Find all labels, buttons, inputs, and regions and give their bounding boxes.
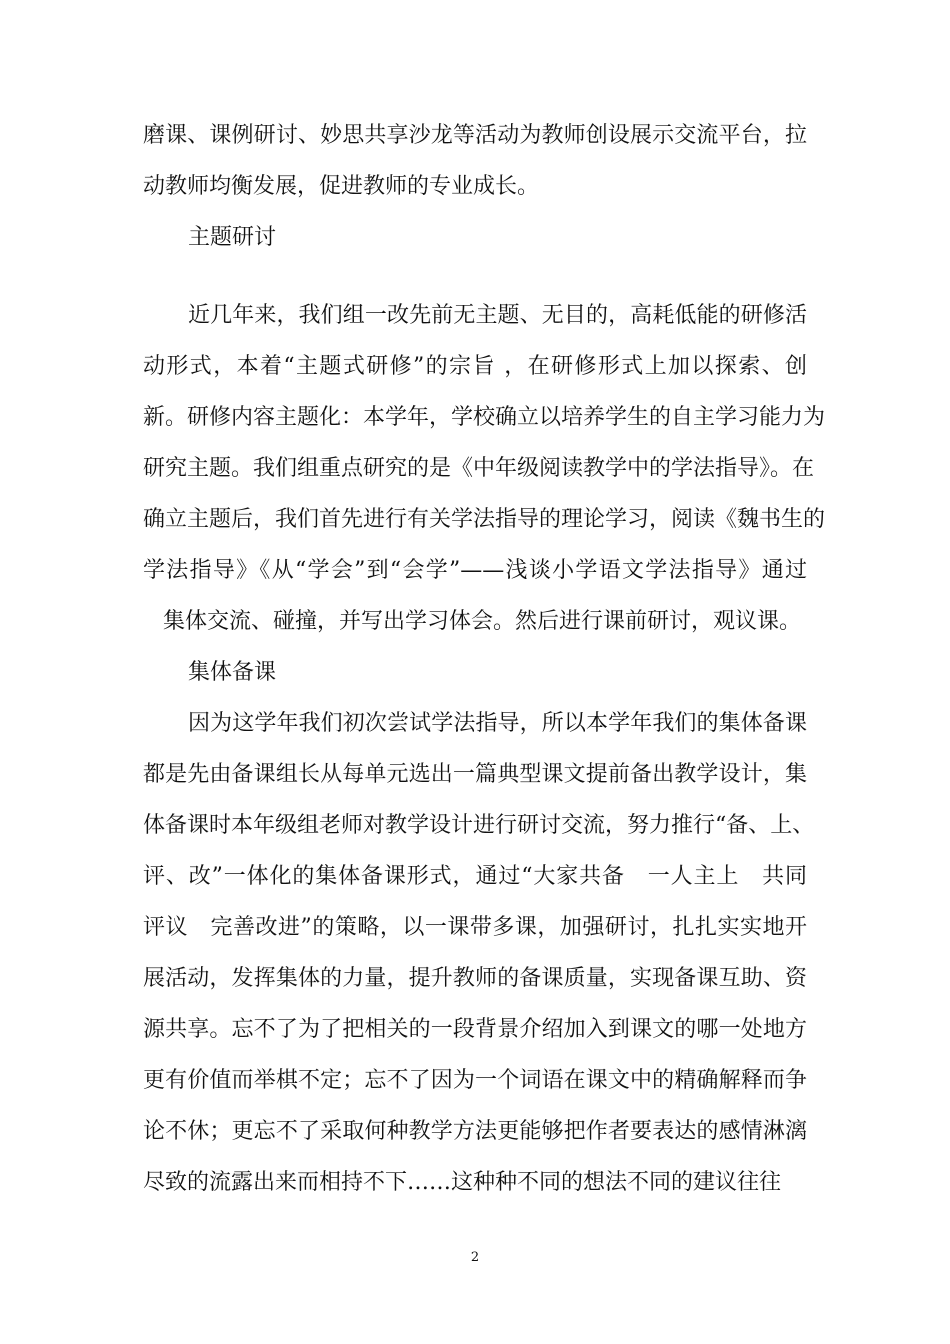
section-heading: 集体备课	[188, 660, 277, 685]
text-line: 新。研修内容主题化：本学年，学校确立以培养学生的自主学习能力为	[143, 405, 826, 430]
text-line: 论不休；更忘不了采取何种教学方法更能够把作者要表达的感情淋漓	[143, 1119, 807, 1144]
text-line: 学法指导》《从“学会”到“会学”——浅谈小学语文学法指导》通过	[143, 558, 807, 583]
text-line: 研究主题。我们组重点研究的是《中年级阅读教学中的学法指导》。在	[143, 456, 815, 481]
text-line: 展活动，发挥集体的力量，提升教师的备课质量，实现备课互助、资	[143, 966, 807, 991]
text-line: 集体交流、碰撞，并写出学习体会。然后进行课前研讨，观议课。	[163, 609, 802, 634]
text-line: 磨课、课例研讨、妙思共享沙龙等活动为教师创设展示交流平台，拉	[143, 123, 807, 148]
text-line: 动教师均衡发展，促进教师的专业成长。	[143, 174, 540, 199]
text-line: 近几年来，我们组一改先前无主题、无目的，高耗低能的研修活	[188, 303, 807, 328]
text-line: 评议 完善改进”的策略，以一课带多课，加强研讨，扎扎实实地开	[143, 915, 807, 940]
text-line: 尽致的流露出来而相持不下……这种种不同的想法不同的建议往往	[143, 1170, 782, 1195]
text-line: 确立主题后，我们首先进行有关学法指导的理论学习，阅读《魏书生的	[143, 507, 826, 532]
text-line: 因为这学年我们初次尝试学法指导，所以本学年我们的集体备课	[188, 711, 807, 736]
text-line: 动形式，本着“主题式研修”的宗旨 ，在研修形式上加以探索、创	[143, 354, 807, 379]
text-line: 都是先由备课组长从每单元选出一篇典型课文提前备出教学设计，集	[143, 762, 807, 787]
text-line: 体备课时本年级组老师对教学设计进行研讨交流，努力推行“备、上、	[143, 813, 815, 838]
page-number: 2	[470, 1250, 480, 1265]
section-heading: 主题研讨	[188, 225, 277, 250]
text-line: 评、改”一体化的集体备课形式，通过“大家共备 一人主上 共同	[143, 864, 807, 889]
text-line: 更有价值而举棋不定；忘不了因为一个词语在课文中的精确解释而争	[143, 1068, 807, 1093]
text-line: 源共享。忘不了为了把相关的一段背景介绍加入到课文的哪一处地方	[143, 1017, 807, 1042]
